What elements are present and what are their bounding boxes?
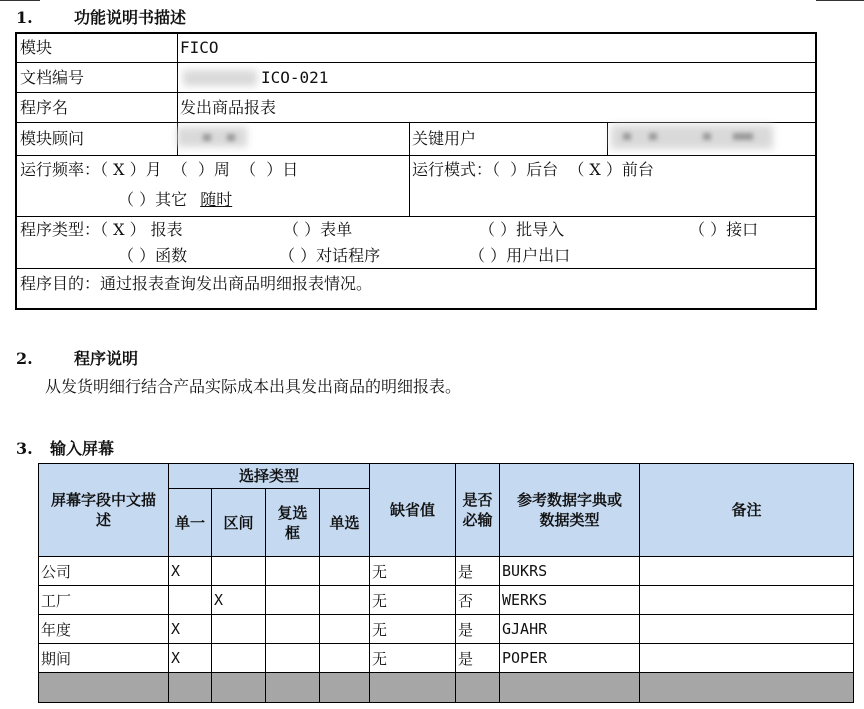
consultant-label: 模块顾问 bbox=[20, 129, 85, 148]
spec-table bbox=[15, 32, 817, 310]
program-name-value: 发出商品报表 bbox=[180, 98, 277, 117]
cell-remark bbox=[640, 586, 854, 615]
header-required: 是否必输 bbox=[456, 464, 500, 557]
spec-row-line bbox=[17, 155, 815, 156]
run-frequency-other-label: （ ）其它 bbox=[118, 190, 188, 209]
header-remark: 备注 bbox=[640, 464, 854, 557]
cell-required: 是 bbox=[456, 644, 500, 673]
cell-radio bbox=[320, 615, 370, 644]
doc-number-value: ICO-021 bbox=[261, 68, 329, 87]
redaction-key-user-mark bbox=[703, 133, 711, 140]
spec-row-line bbox=[17, 92, 815, 93]
section-1-heading bbox=[16, 5, 186, 28]
redaction-consultant-mark bbox=[227, 134, 235, 141]
cell-range bbox=[212, 557, 266, 586]
cell-radio bbox=[320, 557, 370, 586]
cell-empty bbox=[640, 673, 854, 703]
table-row-gray bbox=[39, 673, 854, 703]
cell-remark bbox=[640, 644, 854, 673]
top-rule-right bbox=[816, 0, 864, 1]
header-field-desc bbox=[39, 464, 169, 557]
run-mode: 运行模式：（ ）后台 （ X ）前台 bbox=[412, 160, 654, 179]
header-select-type: 选择类型 bbox=[169, 464, 370, 489]
cell-remark bbox=[640, 615, 854, 644]
table-row bbox=[39, 557, 854, 586]
table-row bbox=[39, 586, 854, 615]
cell-empty bbox=[39, 673, 169, 703]
module-value: FICO bbox=[180, 38, 219, 57]
redaction-key-user-mark bbox=[733, 133, 753, 140]
cell-required: 否 bbox=[456, 586, 500, 615]
run-frequency-other-value: 随时 bbox=[200, 190, 233, 209]
spec-col-line bbox=[607, 122, 608, 155]
cell-desc: 公司 bbox=[39, 557, 169, 586]
cell-single: X bbox=[169, 615, 212, 644]
section-2-number: 2. bbox=[16, 349, 33, 368]
cell-desc: 年度 bbox=[39, 615, 169, 644]
program-type-batch: （ ）批导入 bbox=[479, 220, 565, 239]
cell-empty bbox=[266, 673, 320, 703]
header-radio: 单选 bbox=[320, 489, 370, 557]
section-2-title: 程序说明 bbox=[74, 349, 139, 368]
cell-required: 是 bbox=[456, 615, 500, 644]
section-1-number: 1. bbox=[16, 8, 33, 27]
redaction-key-user-mark bbox=[623, 133, 631, 140]
spec-row-line bbox=[17, 62, 815, 63]
run-frequency-other bbox=[118, 190, 232, 210]
cell-checkbox bbox=[266, 586, 320, 615]
header-ref: 参考数据字典或数据类型 bbox=[500, 464, 640, 557]
section-2-text: 从发货明细行结合产品实际成本出具发出商品的明细报表。 bbox=[45, 377, 462, 396]
program-purpose: 程序目的：通过报表查询发出商品明细报表情况。 bbox=[20, 274, 373, 293]
header-single: 单一 bbox=[169, 489, 212, 557]
spec-col-line bbox=[409, 122, 410, 216]
program-type-interface: （ ）接口 bbox=[689, 220, 759, 239]
doc-number-label: 文档编号 bbox=[20, 68, 85, 87]
cell-range bbox=[212, 615, 266, 644]
module-label: 模块 bbox=[20, 38, 53, 57]
program-type-form: （ ）表单 bbox=[283, 220, 353, 239]
cell-single: X bbox=[169, 557, 212, 586]
cell-ref: POPER bbox=[500, 644, 640, 673]
cell-empty bbox=[320, 673, 370, 703]
cell-ref: GJAHR bbox=[500, 615, 640, 644]
top-rule-left bbox=[0, 0, 40, 1]
cell-ref: WERKS bbox=[500, 586, 640, 615]
header-field-desc-text: 屏幕字段中文描述 bbox=[50, 491, 156, 529]
cell-range bbox=[212, 644, 266, 673]
cell-checkbox bbox=[266, 615, 320, 644]
cell-desc: 工厂 bbox=[39, 586, 169, 615]
header-default: 缺省值 bbox=[370, 464, 456, 557]
spec-row-line bbox=[17, 268, 815, 269]
key-user-label: 关键用户 bbox=[412, 129, 477, 148]
input-screen-table bbox=[38, 463, 854, 703]
cell-empty bbox=[456, 673, 500, 703]
spec-row-line bbox=[17, 122, 815, 123]
cell-single bbox=[169, 586, 212, 615]
section-3-title: 输入屏幕 bbox=[50, 439, 115, 458]
redaction-key-user-mark bbox=[649, 133, 657, 140]
cell-default: 无 bbox=[370, 586, 456, 615]
program-type-user-exit: （ ）用户出口 bbox=[469, 246, 571, 265]
cell-checkbox bbox=[266, 557, 320, 586]
header-checkbox: 复选框 bbox=[266, 489, 320, 557]
redaction-consultant bbox=[177, 127, 247, 147]
table-row bbox=[39, 615, 854, 644]
cell-checkbox bbox=[266, 644, 320, 673]
cell-default: 无 bbox=[370, 644, 456, 673]
redaction-consultant-mark bbox=[203, 134, 211, 141]
spec-row-line bbox=[17, 216, 815, 217]
cell-empty bbox=[169, 673, 212, 703]
cell-ref: BUKRS bbox=[500, 557, 640, 586]
cell-default: 无 bbox=[370, 615, 456, 644]
cell-required: 是 bbox=[456, 557, 500, 586]
section-3-number: 3. bbox=[16, 439, 33, 458]
program-type-report: 程序类型：（ X ） 报表 bbox=[20, 220, 183, 239]
cell-single: X bbox=[169, 644, 212, 673]
redaction-doc-number bbox=[183, 70, 257, 86]
cell-desc: 期间 bbox=[39, 644, 169, 673]
section-2-heading bbox=[16, 346, 138, 369]
cell-empty bbox=[500, 673, 640, 703]
cell-range: X bbox=[212, 586, 266, 615]
section-3-heading bbox=[16, 436, 114, 459]
program-type-function: （ ）函数 bbox=[118, 246, 188, 265]
cell-radio bbox=[320, 586, 370, 615]
run-frequency: 运行频率：（ X ）月 （ ）周 （ ）日 bbox=[20, 160, 299, 179]
cell-remark bbox=[640, 557, 854, 586]
section-1-title: 功能说明书描述 bbox=[74, 8, 187, 27]
cell-default: 无 bbox=[370, 557, 456, 586]
cell-radio bbox=[320, 644, 370, 673]
header-range: 区间 bbox=[212, 489, 266, 557]
cell-empty bbox=[370, 673, 456, 703]
program-type-dialog: （ ）对话程序 bbox=[279, 246, 381, 265]
cell-empty bbox=[212, 673, 266, 703]
table-row bbox=[39, 644, 854, 673]
program-name-label: 程序名 bbox=[20, 98, 69, 117]
